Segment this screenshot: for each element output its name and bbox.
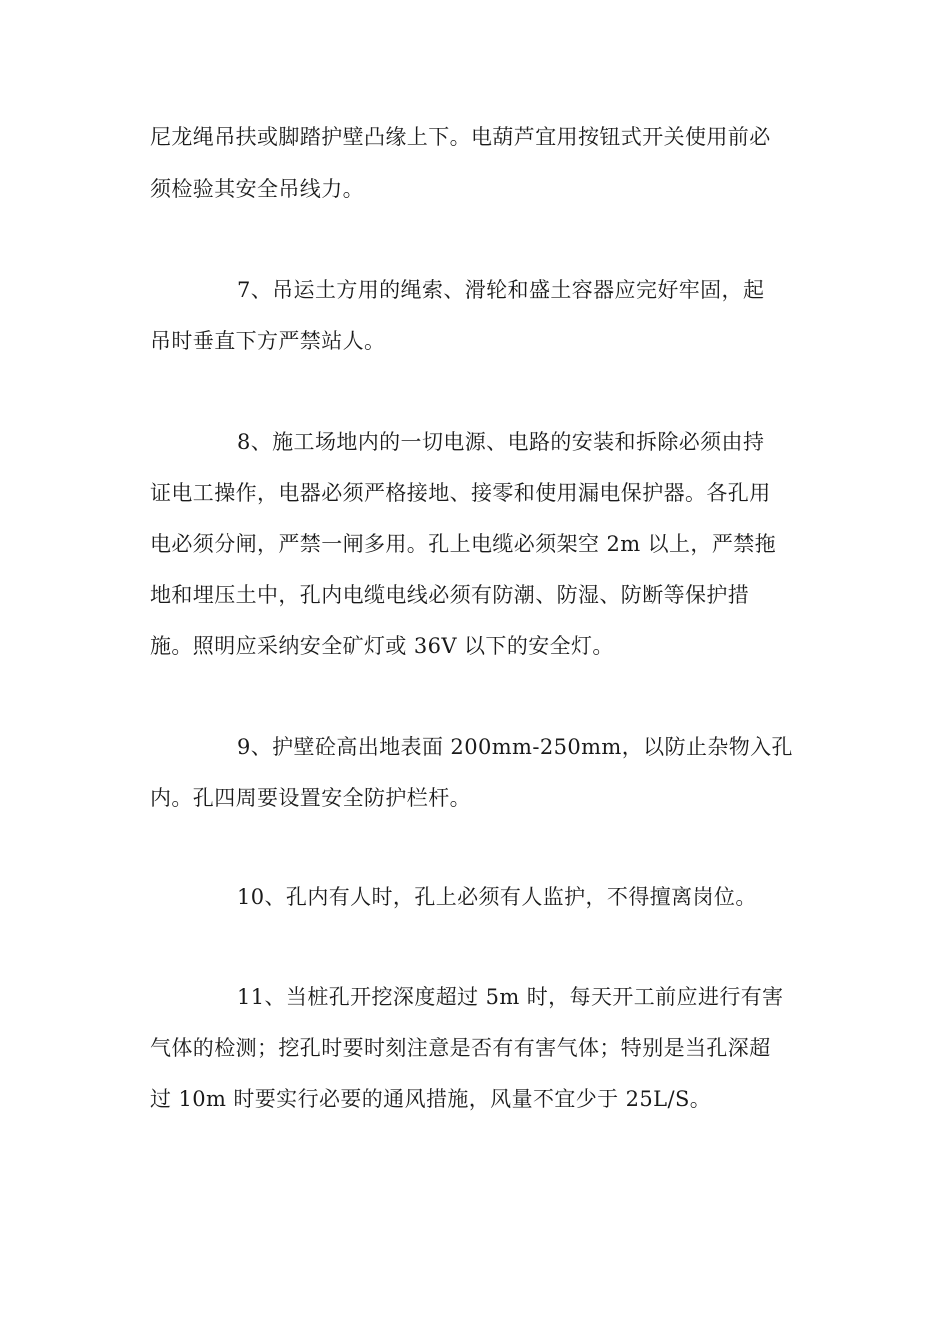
paragraph-line: 地和埋压土中，孔内电缆电线必须有防潮、防湿、防断等保护措	[150, 583, 750, 607]
paragraph-line: 吊时垂直下方严禁站人。	[150, 329, 386, 353]
paragraph-line: 尼龙绳吊扶或脚踏护壁凸缘上下。电葫芦宜用按钮式开关使用前必	[150, 125, 771, 149]
paragraph-line: 气体的检测；挖孔时要时刻注意是否有有害气体；特别是当孔深超	[150, 1036, 771, 1060]
paragraph-line: 须检验其安全吊线力。	[150, 177, 364, 201]
paragraph-line: 8、施工场地内的一切电源、电路的安装和拆除必须由持	[237, 430, 765, 454]
paragraph-line: 过 10m 时要实行必要的通风措施，风量不宜少于 25L/S。	[150, 1087, 712, 1111]
paragraph-line: 7、吊运土方用的绳索、滑轮和盛土容器应完好牢固，起	[237, 278, 765, 302]
paragraph-line: 证电工操作，电器必须严格接地、接零和使用漏电保护器。各孔用	[150, 481, 771, 505]
paragraph-line: 施。照明应采纳安全矿灯或 36V 以下的安全灯。	[150, 634, 614, 658]
paragraph-line: 内。孔四周要设置安全防护栏杆。	[150, 786, 471, 810]
paragraph-line: 10、孔内有人时，孔上必须有人监护，不得擅离岗位。	[237, 885, 757, 909]
paragraph-line: 9、护壁砼高出地表面 200mm-250mm，以防止杂物入孔	[237, 735, 793, 759]
paragraph-line: 电必须分闸，严禁一闸多用。孔上电缆必须架空 2m 以上，严禁拖	[150, 532, 777, 556]
paragraph-line: 11、当桩孔开挖深度超过 5m 时，每天开工前应进行有害	[237, 985, 784, 1009]
